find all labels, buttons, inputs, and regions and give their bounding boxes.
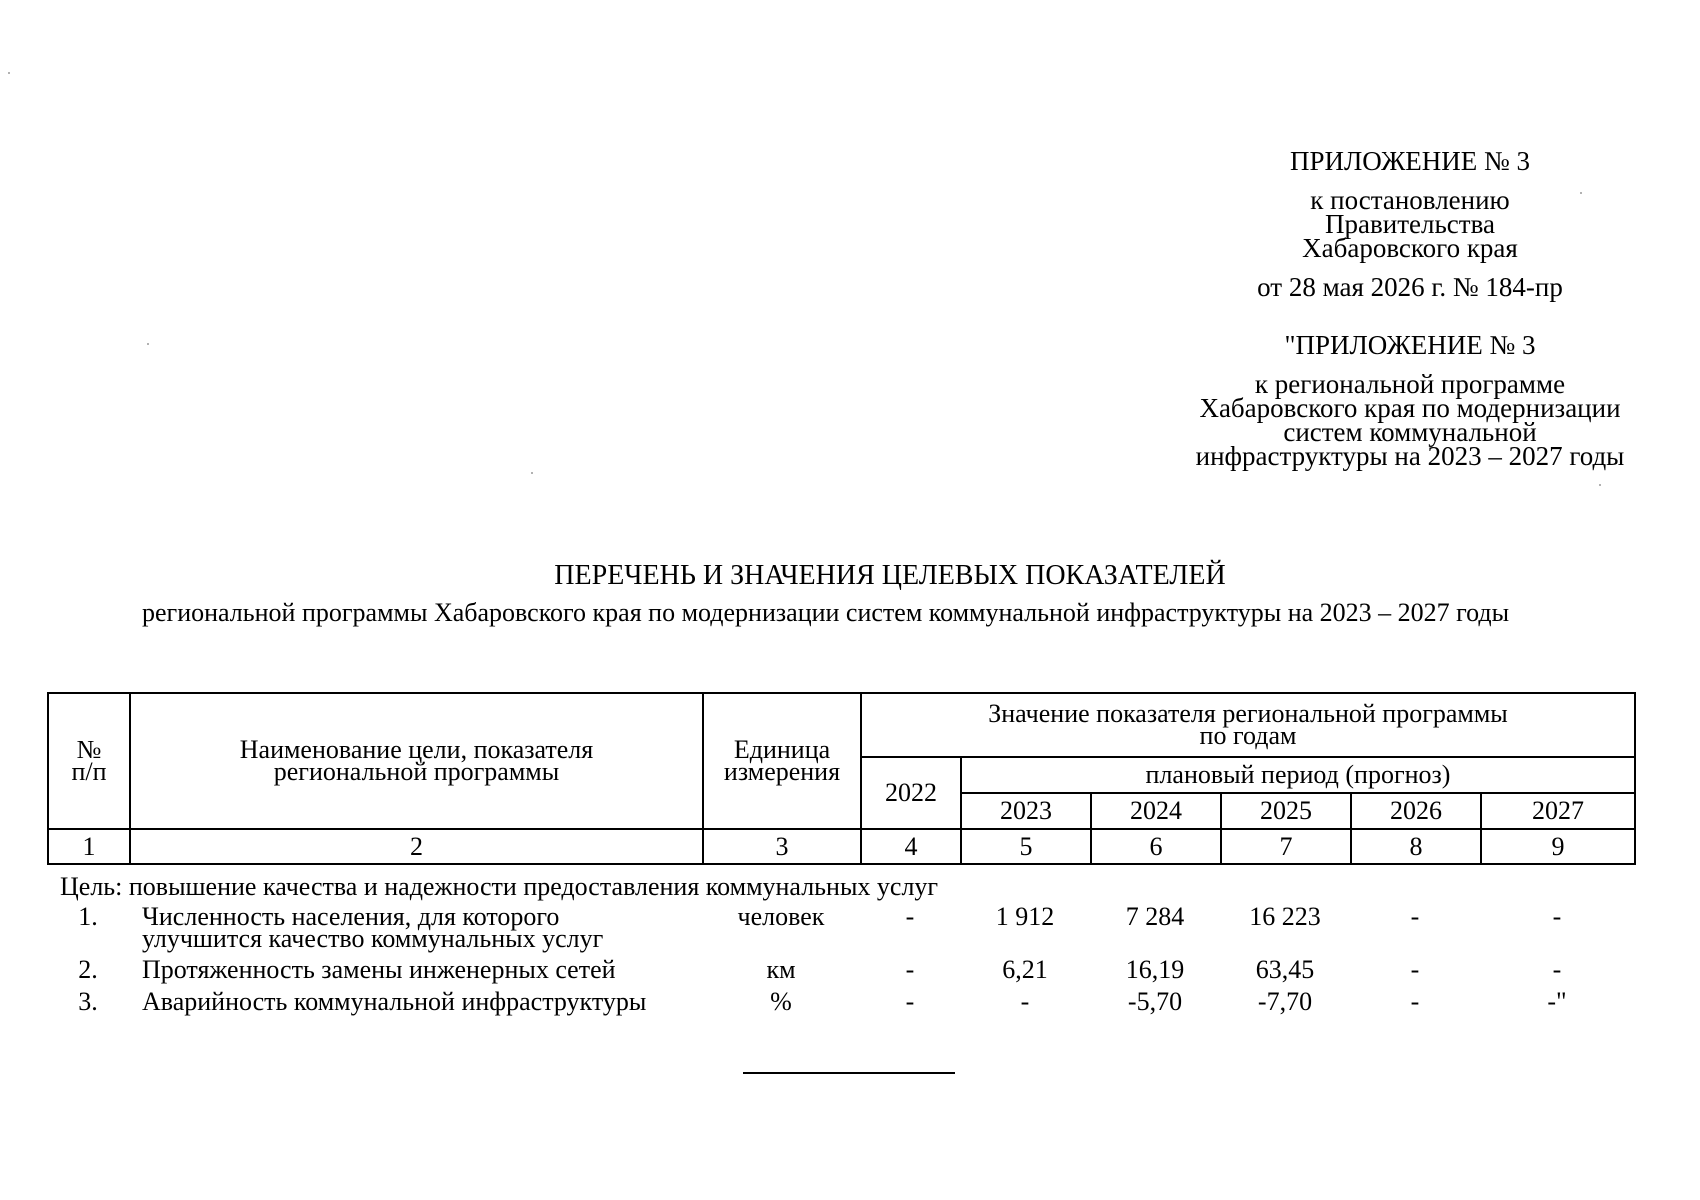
value-2022: -	[905, 987, 915, 1016]
value-2022: -	[905, 902, 915, 931]
value-2026: -	[1410, 902, 1420, 931]
quoted-appendix-title: "ПРИЛОЖЕНИЕ № 3	[1284, 330, 1536, 360]
closing-divider	[743, 1072, 955, 1074]
column-number: 9	[1481, 829, 1635, 864]
scan-speck	[147, 343, 149, 345]
scan-speck	[8, 72, 10, 74]
col-header-planned-period: плановый период (прогноз)	[961, 757, 1635, 793]
resolution-reference	[1160, 185, 1660, 263]
resolution-line-3: Хабаровского края	[1302, 233, 1518, 263]
program-reference	[1160, 369, 1660, 471]
scan-speck	[1580, 192, 1582, 194]
indicators-table	[47, 692, 1636, 865]
col-header-base-year: 2022	[861, 757, 961, 829]
value-2022: -	[905, 955, 915, 984]
value-2025: -7,70	[1257, 987, 1313, 1016]
value-2024: 7 284	[1125, 902, 1185, 931]
column-number: 8	[1351, 829, 1481, 864]
column-number: 3	[703, 829, 861, 864]
value-2027: -"	[1547, 987, 1567, 1016]
value-2025: 63,45	[1255, 955, 1315, 984]
scan-speck	[531, 472, 533, 474]
column-number: 1	[48, 829, 130, 864]
col-header-number: № п/п	[48, 693, 130, 829]
value-2024: 16,19	[1125, 955, 1185, 984]
document-subtitle: региональной программы Хабаровского края по модернизации систем коммунальной инфраструктуры на 2023 – 2027 годы	[142, 598, 1510, 627]
value-2024: -5,70	[1127, 987, 1183, 1016]
indicator-unit: человек	[737, 902, 825, 931]
resolution-line-1: к постановлению	[1310, 185, 1510, 215]
col-header-unit: Единица измерения	[703, 693, 861, 829]
program-line-4: инфраструктуры на 2023 – 2027 годы	[1195, 441, 1625, 471]
col-header-year: 2027	[1481, 793, 1635, 829]
value-2027: -	[1552, 955, 1562, 984]
col-header-year: 2025	[1221, 793, 1351, 829]
value-2023: 6,21	[1002, 955, 1048, 984]
col-header-name: Наименование цели, показателя региональной программы	[130, 693, 703, 829]
column-number: 5	[961, 829, 1091, 864]
program-line-2: Хабаровского края по модернизации	[1199, 393, 1621, 423]
value-2027: -	[1552, 902, 1562, 931]
table-row	[47, 902, 1634, 953]
quoted-appendix	[1160, 330, 1660, 360]
row-number: 3.	[78, 987, 98, 1016]
appendix-header	[1160, 146, 1660, 176]
indicator-name: Протяженность замены инженерных сетей	[142, 955, 616, 984]
column-number: 7	[1221, 829, 1351, 864]
col-header-year: 2026	[1351, 793, 1481, 829]
col-header-year: 2023	[961, 793, 1091, 829]
column-number: 6	[1091, 829, 1221, 864]
value-2023: 1 912	[995, 902, 1055, 931]
program-line-1: к региональной программе	[1254, 369, 1566, 399]
document-title: ПЕРЕЧЕНЬ И ЗНАЧЕНИЯ ЦЕЛЕВЫХ ПОКАЗАТЕЛЕЙ	[554, 560, 1226, 591]
col-header-values: Значение показателя региональной программы по годам	[861, 693, 1635, 757]
scan-speck	[1599, 484, 1601, 486]
appendix-title: ПРИЛОЖЕНИЕ № 3	[1289, 146, 1531, 176]
indicator-unit: км	[766, 955, 796, 984]
row-number: 2.	[78, 955, 98, 984]
value-2025: 16 223	[1249, 902, 1321, 931]
indicator-name: Аварийность коммунальной инфраструктуры	[142, 987, 647, 1016]
column-number: 4	[861, 829, 961, 864]
col-header-year: 2024	[1091, 793, 1221, 829]
column-number: 2	[130, 829, 703, 864]
row-number: 1.	[78, 902, 98, 931]
value-2026: -	[1410, 955, 1420, 984]
resolution-date-number: от 28 мая 2026 г. № 184-пр	[1257, 272, 1563, 302]
value-2023: -	[1020, 987, 1030, 1016]
value-2026: -	[1410, 987, 1420, 1016]
program-line-3: систем коммунальной	[1283, 417, 1537, 447]
table-row	[47, 987, 1634, 1021]
resolution-date	[1160, 272, 1660, 302]
goal-statement: Цель: повышение качества и надежности предоставления коммунальных услуг	[60, 872, 939, 901]
resolution-line-2: Правительства	[1325, 209, 1495, 239]
indicator-unit: %	[770, 987, 792, 1016]
table-row	[47, 955, 1634, 989]
indicator-name: Численность населения, для которого улучшится качество коммунальных услуг	[142, 902, 604, 953]
